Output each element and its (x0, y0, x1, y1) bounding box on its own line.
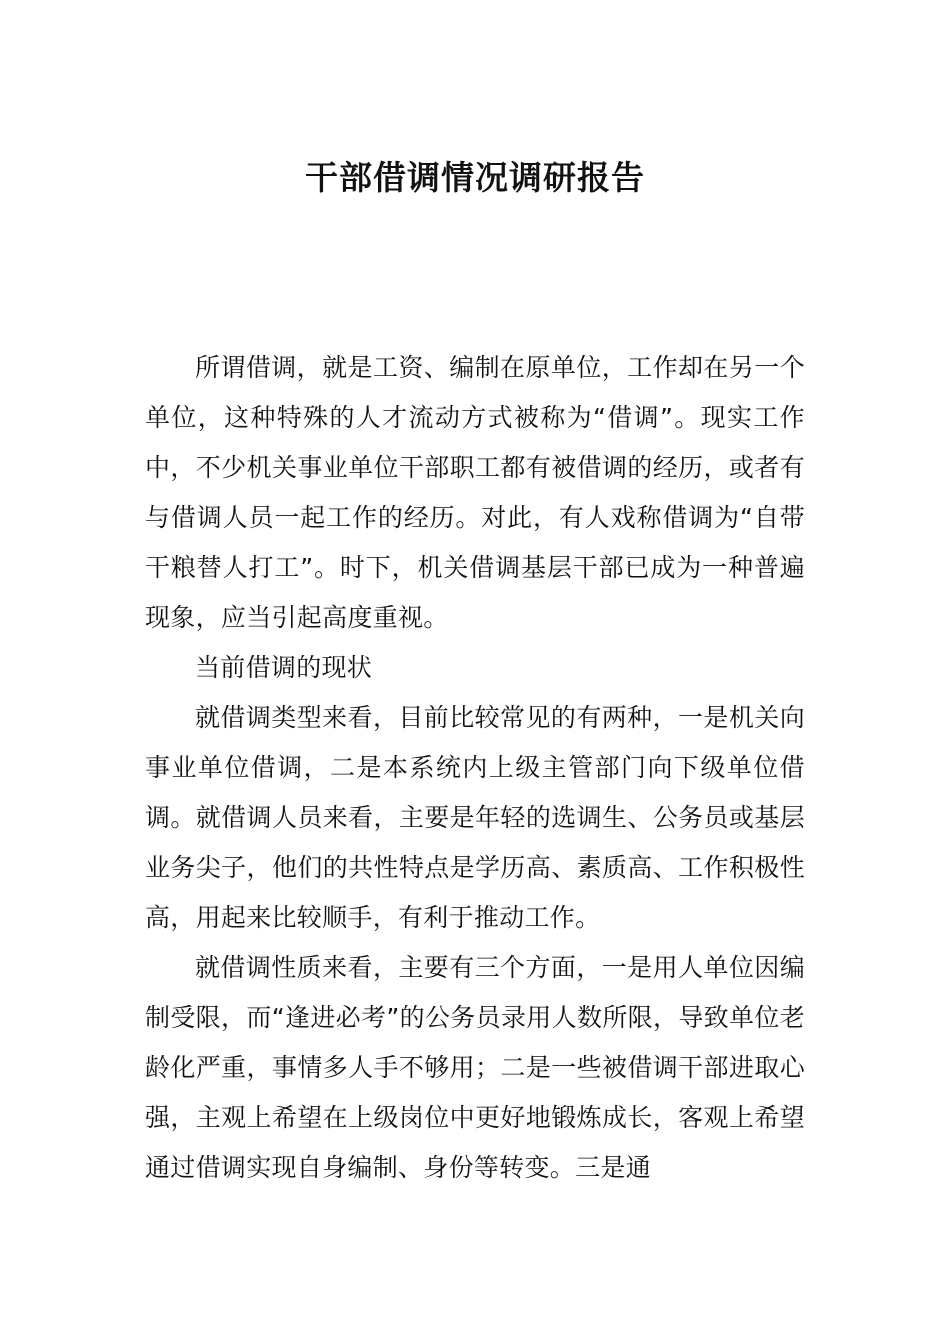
document-body (145, 343, 805, 1193)
document-title: 干部借调情况调研报告 (305, 158, 645, 197)
section-heading-current-status: 当前借调的现状 (195, 653, 373, 682)
paragraph-types: 就借调类型来看，目前比较常见的有两种，一是机关向事业单位借调，二是本系统内上级主管部门向下级单位借调。就借调人员来看，主要是年轻的选调生、公务员或基层业务尖子，他们的共性特点是学历高、素质高、工作积极性高，用起来比较顺手，有利于推动工作。 (145, 703, 805, 932)
paragraph-nature: 就借调性质来看，主要有三个方面，一是用人单位因编制受限，而“逢进必考”的公务员录用人数所限，导致单位老龄化严重，事情多人手不够用；二是一些被借调干部进取心强，主观上希望在上级岗位中更好地锻炼成长，客观上希望通过借调实现自身编制、身份等转变。三是通 (145, 953, 805, 1182)
paragraph-intro: 所谓借调，就是工资、编制在原单位，工作却在另一个单位，这种特殊的人才流动方式被称为“借调”。现实工作中，不少机关事业单位干部职工都有被借调的经历，或者有与借调人员一起工作的经历。对此，有人戏称借调为“自带干粮替人打工”。时下，机关借调基层干部已成为一种普遍现象，应当引起高度重视。 (145, 353, 805, 632)
